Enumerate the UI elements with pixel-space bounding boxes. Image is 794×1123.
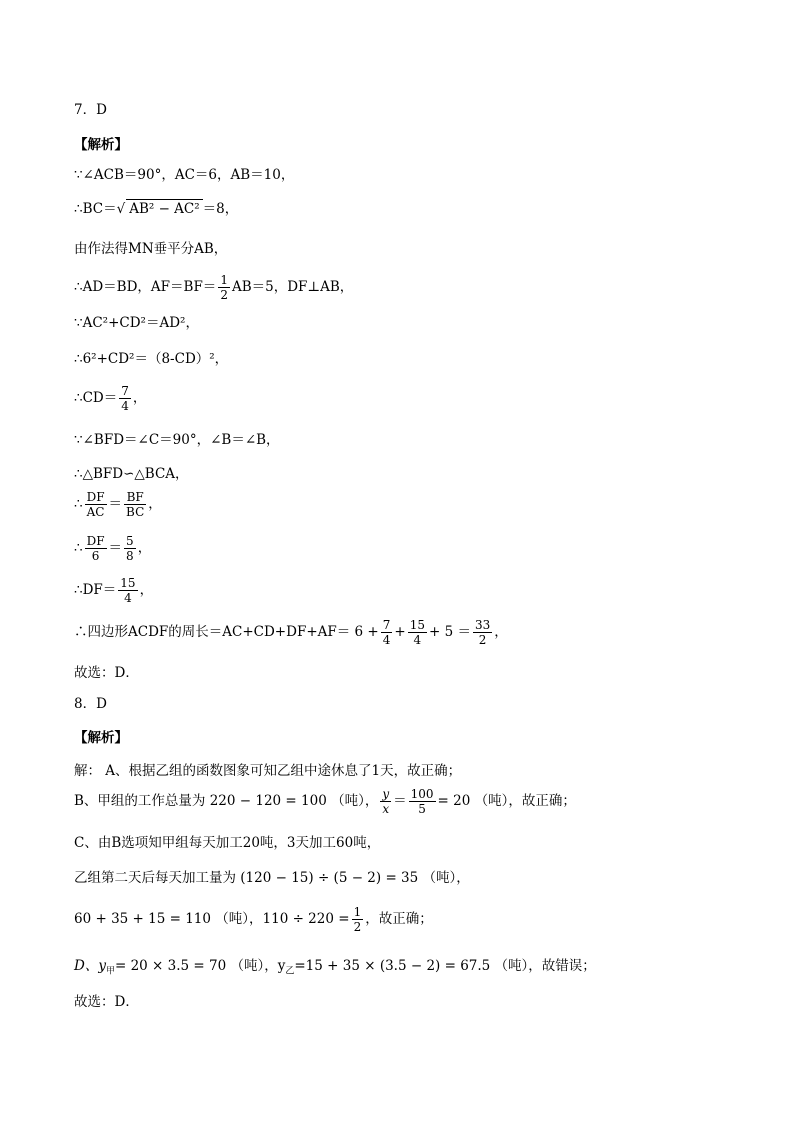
q7-line-13-prefix: ∴四边形ACDF的周长＝AC+CD+DF+AF＝ 6 + — [74, 624, 379, 640]
subscript-yi: 乙 — [285, 966, 295, 977]
q8-line-6-suffix: =15 + 35 × (3.5 − 2) = 67.5 （吨），故错误； — [294, 958, 596, 974]
q7-fraction-df-ac — [85, 490, 107, 519]
numerator: DF — [86, 534, 105, 548]
q7-line-4 — [74, 273, 353, 302]
q8-line-4: 乙组第二天后每天加工量为 (120 − 15) ÷ (5 − 2) = 35 （吨）， — [74, 870, 470, 886]
q7-line-13 — [74, 618, 508, 647]
q7-answer: 故选：D． — [74, 665, 139, 681]
q7-line-7-suffix: ， — [132, 390, 147, 406]
q7-fraction-half — [218, 273, 230, 302]
equals: ＝ — [108, 540, 123, 556]
q7-line-11-prefix: ∴ — [74, 540, 83, 556]
denominator: 4 — [121, 399, 129, 413]
q8-line-5-prefix: 60 + 35 + 15 = 110 （吨），110 ÷ 220 = — [74, 911, 350, 927]
q7-fraction-bf-bc — [124, 490, 146, 519]
q8-fraction-y-x — [380, 787, 391, 816]
q8-line-2 — [74, 787, 576, 816]
q7-header: 7．D — [74, 102, 107, 118]
q7-line-12 — [74, 576, 153, 605]
q7-line-10-prefix: ∴ — [74, 496, 83, 512]
numerator: 15 — [120, 576, 136, 590]
q7-line-5: ∵AC²+CD²＝AD²， — [74, 315, 199, 331]
denominator: AC — [86, 505, 105, 519]
denominator: 8 — [126, 549, 134, 563]
numerator: 100 — [410, 787, 434, 801]
equals: ＝ — [108, 496, 123, 512]
q7-fraction-5-8 — [124, 534, 136, 563]
numerator: 15 — [409, 618, 425, 632]
q7-line-11-suffix: ， — [137, 540, 152, 556]
q7-line-10-suffix: ， — [148, 496, 162, 512]
numerator: 5 — [126, 534, 134, 548]
plus-five-equals: + 5 ＝ — [428, 624, 471, 640]
q7-line-8: ∵∠BFD＝∠C＝90°，∠B＝∠B， — [74, 432, 280, 448]
q8-header: 8．D — [74, 696, 107, 712]
numerator: 1 — [220, 273, 228, 287]
q7-line-6: ∴6²+CD²＝（8-CD）²， — [74, 351, 229, 367]
plus: + — [394, 624, 406, 640]
q7-line-2-prefix: ∴BC＝ — [74, 201, 117, 217]
q7-line-9: ∴△BFD∽△BCA， — [74, 466, 189, 482]
q8-line-1: 解： A、根据乙组的函数图象可知乙组中途休息了1天，故正确； — [74, 763, 462, 779]
sqrt-sign: √ — [116, 201, 126, 217]
q8-fraction-100-5 — [409, 787, 436, 816]
q7-fraction-15-4 — [408, 618, 427, 647]
q7-line-1: ∵∠ACB＝90°，AC＝6，AB＝10， — [74, 167, 295, 183]
numerator: 7 — [121, 384, 129, 398]
numerator: BF — [124, 490, 146, 505]
q7-line-11 — [74, 534, 151, 563]
q8-line-6 — [74, 957, 596, 975]
q8-analysis-label: 【解析】 — [74, 730, 128, 746]
q7-line-7 — [74, 384, 146, 413]
q7-fraction-df — [118, 576, 137, 605]
denominator: 4 — [413, 633, 422, 647]
numerator: 1 — [353, 905, 362, 919]
q7-line-7-prefix: ∴CD＝ — [74, 390, 118, 406]
q8-answer: 故选：D． — [74, 994, 139, 1010]
numerator: y — [382, 787, 390, 801]
q7-line-2-suffix: ＝8， — [202, 201, 239, 217]
q8-line-2-prefix: B、甲组的工作总量为 220 − 120 = 100 （吨）， — [74, 793, 379, 809]
q8-line-2-suffix: = 20 （吨），故正确； — [437, 793, 576, 809]
q8-line-6-prefix: D、y — [74, 958, 106, 974]
q7-fraction-33-2 — [473, 618, 492, 647]
equals: ＝ — [393, 793, 407, 809]
q8-line-5 — [74, 905, 433, 934]
q7-line-4-suffix: AB＝5，DF⊥AB， — [231, 279, 354, 295]
subscript-jia: 甲 — [105, 966, 115, 977]
q7-line-4-prefix: ∴AD＝BD，AF＝BF＝ — [74, 279, 217, 295]
denominator: 4 — [382, 633, 391, 647]
denominator: 5 — [418, 802, 426, 816]
numerator: DF — [86, 490, 105, 504]
q7-line-12-suffix: ， — [139, 582, 154, 598]
q8-line-5-suffix: ，故正确； — [365, 911, 433, 927]
denominator: x — [382, 802, 390, 816]
denominator: BC — [126, 505, 145, 519]
denominator: 4 — [124, 591, 132, 605]
q7-line-3: 由作法得MN垂平分AB， — [74, 241, 228, 257]
numerator: 33 — [474, 618, 491, 632]
q7-line-2 — [74, 199, 238, 218]
denominator: 2 — [220, 288, 228, 302]
q8-fraction-half — [352, 905, 364, 934]
q7-line-13-suffix: ， — [494, 624, 508, 640]
q7-line-12-prefix: ∴DF＝ — [74, 582, 117, 598]
q7-fraction-7-4 — [381, 618, 393, 647]
q7-fraction-df-6 — [85, 534, 107, 563]
q7-sqrt-radicand: AB² − AC² — [126, 199, 202, 218]
q7-fraction-cd — [119, 384, 131, 413]
denominator: 2 — [353, 920, 362, 934]
denominator: 6 — [91, 549, 100, 563]
q7-line-10 — [74, 490, 162, 519]
denominator: 2 — [478, 633, 487, 647]
q7-analysis-label: 【解析】 — [74, 137, 128, 153]
q8-line-3: C、由B选项知甲组每天加工20吨，3天加工60吨， — [74, 835, 381, 851]
numerator: 7 — [382, 618, 391, 632]
q8-line-6-middle: = 20 × 3.5 = 70 （吨），y — [114, 958, 286, 974]
